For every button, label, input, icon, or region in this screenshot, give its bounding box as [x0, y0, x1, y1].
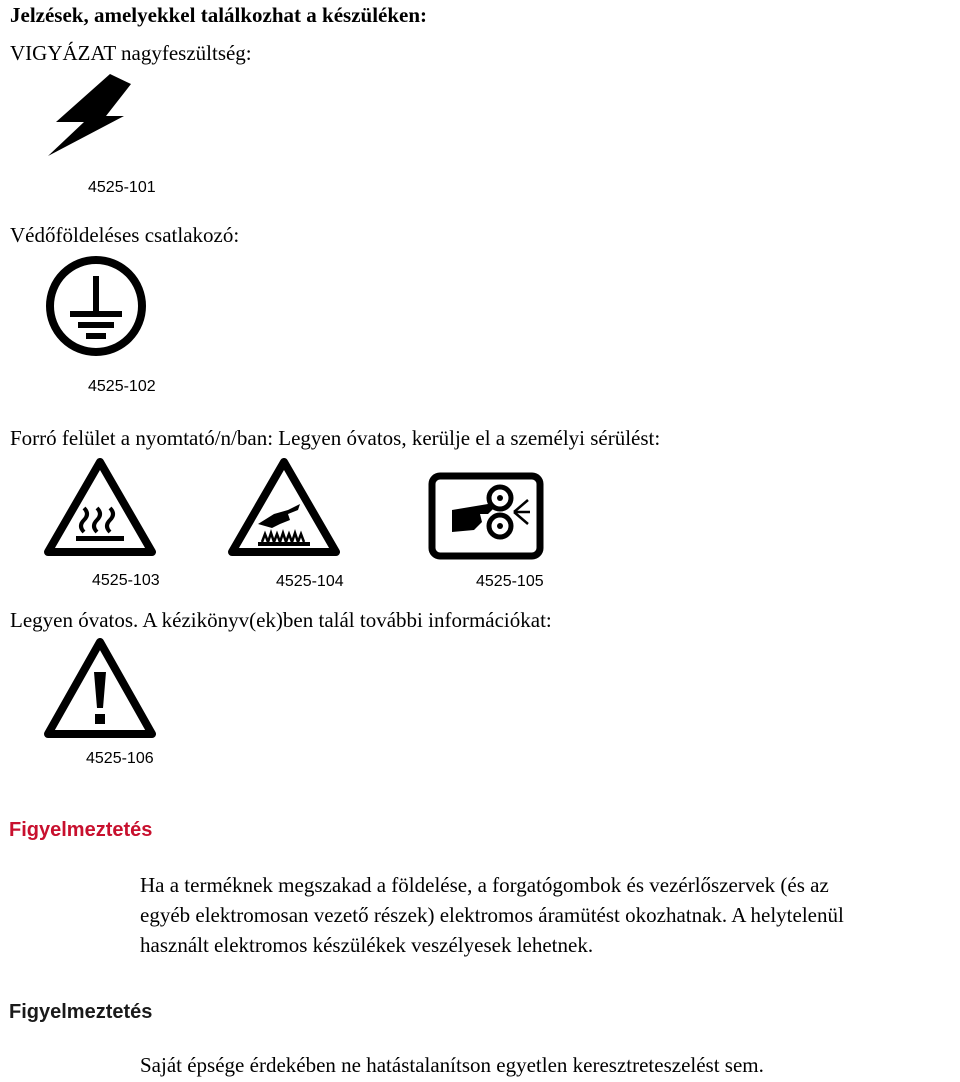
- exclamation-triangle-icon: [44, 638, 156, 738]
- ground-label: Védőföldeléses csatlakozó:: [10, 223, 240, 247]
- warning-heading: Figyelmeztetés: [9, 1001, 153, 1023]
- hot-surface-icon: [44, 458, 156, 556]
- hand-pinch-rollers-icon: [428, 472, 544, 560]
- warning-line: használt elektromos készülékek veszélyesek lehetnek.: [140, 933, 594, 957]
- caution-label: Legyen óvatos. A kézikönyv(ek)ben talál további információkat:: [10, 608, 552, 632]
- lightning-bolt-icon: [44, 72, 134, 158]
- warning-heading: Figyelmeztetés: [9, 819, 153, 841]
- hot-code-1: 4525-103: [92, 572, 160, 589]
- warning-text: [140, 1050, 764, 1080]
- burn-hand-icon: [228, 458, 340, 556]
- warning-line: egyéb elektromosan vezető részek) elektromos áramütést okozhatnak. A helytelenül: [140, 903, 844, 927]
- warning-line: Ha a terméknek megszakad a földelése, a forgatógombok és vezérlőszervek (és az: [140, 873, 829, 897]
- protective-earth-icon: [44, 254, 148, 358]
- page-title: Jelzések, amelyekkel találkozhat a készüléken:: [10, 3, 428, 27]
- voltage-code: 4525-101: [88, 179, 156, 196]
- warning-line: Saját épsége érdekében ne hatástalanítson egyetlen keresztreteszelést sem.: [140, 1053, 764, 1077]
- hot-code-3: 4525-105: [476, 573, 544, 590]
- warning-text: [140, 870, 844, 960]
- caution-code: 4525-106: [86, 750, 154, 767]
- hot-code-2: 4525-104: [276, 573, 344, 590]
- voltage-label: VIGYÁZAT nagyfeszültség:: [10, 41, 252, 65]
- ground-code: 4525-102: [88, 378, 156, 395]
- hot-label: Forró felület a nyomtató/n/ban: Legyen óvatos, kerülje el a személyi sérülést:: [10, 426, 661, 450]
